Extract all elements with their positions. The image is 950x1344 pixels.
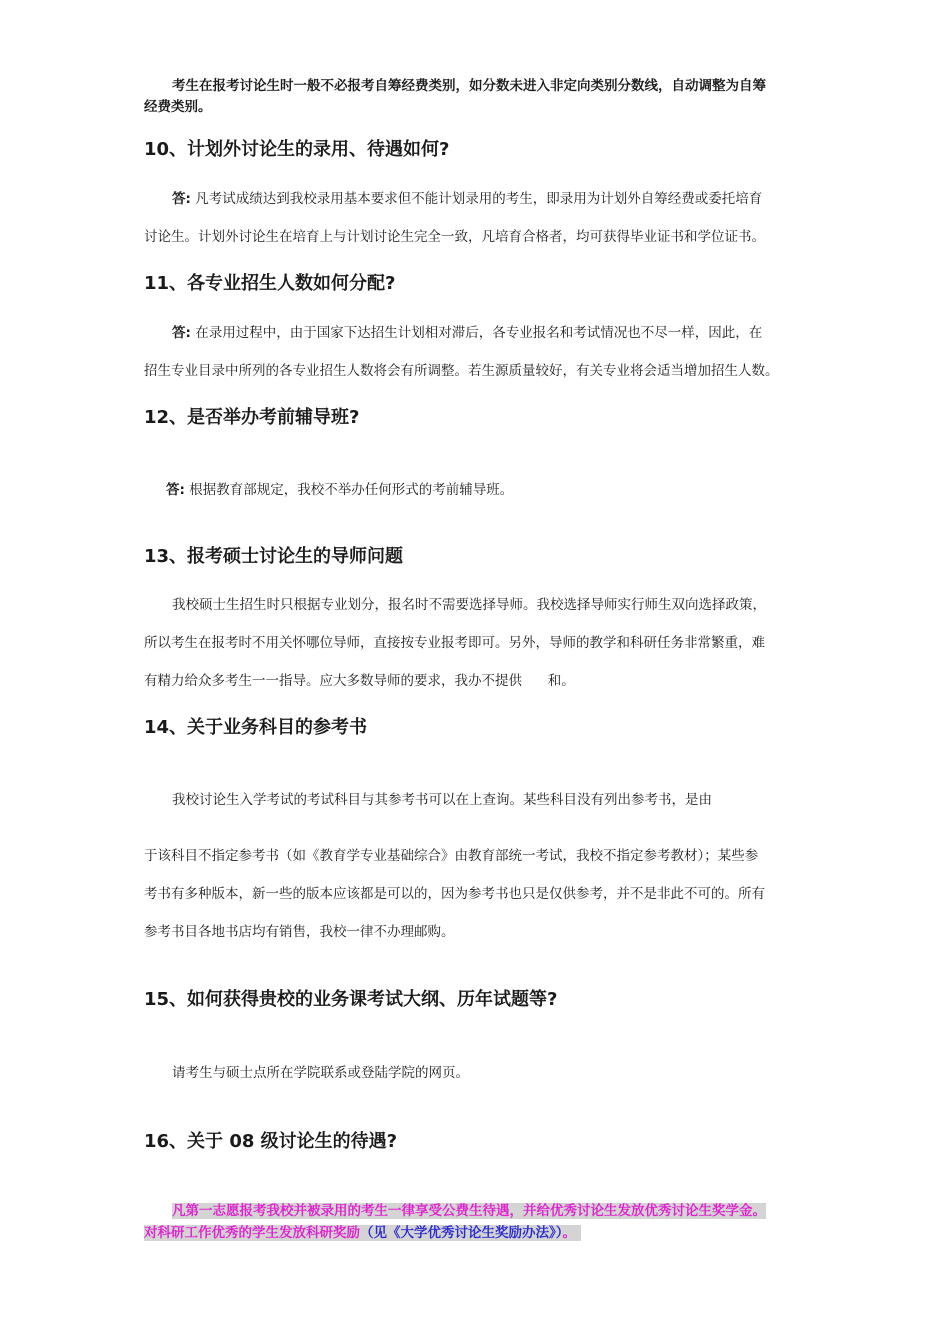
intro-paragraph [144,77,814,117]
section-15-body [144,1064,814,1083]
section-16 [144,1130,814,1154]
section-13-line-1: 我校硕士生招生时只根据专业划分，报名时不需要选择导师。我校选择导师实行师生双向选择政策， [172,597,766,613]
section-12-line-1 [144,481,814,500]
section-16-line-2 [144,1222,814,1244]
highlighted-text-1: 凡第一志愿报考我校并被录用的考生一律享受公费生待遇，并给优秀讨论生发放优秀讨论生奖学金。 [172,1203,766,1219]
section-14-body-cont [144,847,814,942]
section-10-answer [144,190,814,247]
award-regulation-reference: （见《大学优秀讨论生奖励办法》） [360,1225,563,1241]
section-13-line-3: 有精力给众多考生一一指导。应大多数导师的要求，我办不提供 和。 [144,673,575,689]
section-14-line-3: 考书有多种版本，新一些的版本应该都是可以的，因为参考书也只是仅供参考，并不是非此不可的。所有 [144,886,765,902]
section-10-line-1 [144,190,814,209]
section-11-text-1: 在录用过程中，由于国家下达招生计划相对滞后，各专业报名和考试情况也不尽一样，因此，在 [190,325,763,341]
section-11-answer [144,324,814,381]
section-10 [144,138,814,162]
section-14-title: 14、关于业务科目的参考书 [144,717,368,738]
section-13-body [144,596,814,691]
section-10-line-2: 讨论生。计划外讨论生在培育上与计划讨论生完全一致，凡培育合格者，均可获得毕业证书和学位证书。 [144,229,765,245]
section-10-text-1: 凡考试成绩达到我校录用基本要求但不能计划录用的考生，即录用为计划外自筹经费或委托培育 [190,191,763,207]
section-15-title: 15、如何获得贵校的业务课考试大纲、历年试题等? [144,989,558,1010]
answer-label: 答: [172,191,191,207]
section-11 [144,272,814,296]
section-12-text-1: 根据教育部规定，我校不举办任何形式的考前辅导班。 [184,482,514,498]
section-14 [144,716,814,740]
section-13 [144,545,814,569]
answer-label: 答: [166,482,185,498]
section-11-title: 11、各专业招生人数如何分配? [144,273,396,294]
highlighted-text-2: 对科研工作优秀的学生发放科研奖励 [144,1225,360,1241]
section-16-line-1 [144,1200,814,1222]
section-12-answer [144,481,814,500]
section-11-line-2: 招生专业目录中所列的各专业招生人数将会有所调整。若生源质量较好，有关专业将会适当增加招生人数。 [144,363,779,379]
section-10-title: 10、计划外讨论生的录用、待遇如何? [144,139,450,160]
section-14-line-4: 参考书目各地书店均有销售，我校一律不办理邮购。 [144,924,455,940]
section-13-line-2: 所以考生在报考时不用关怀哪位导师，直接按专业报考即可。另外，导师的教学和科研任务非常繁重，难 [144,635,765,651]
section-15-line-1: 请考生与硕士点所在学院联系或登陆学院的网页。 [172,1065,469,1081]
section-13-title: 13、报考硕士讨论生的导师问题 [144,546,404,567]
section-16-title: 16、关于 08 级讨论生的待遇? [144,1131,398,1152]
answer-label: 答: [172,325,191,341]
section-14-line-1: 我校讨论生入学考试的考试科目与其参考书可以在上查询。某些科目没有列出参考书，是由 [172,792,712,808]
intro-line-2: 经费类别。 [144,99,212,115]
section-16-highlight [144,1200,814,1244]
section-12-title: 12、是否举办考前辅导班? [144,407,360,428]
section-11-line-1 [144,324,814,343]
section-12 [144,406,814,430]
section-14-body [144,791,814,810]
section-15 [144,988,814,1012]
highlighted-text-end: 。 [562,1225,576,1241]
section-14-line-2: 于该科目不指定参考书（如《教育学专业基础综合》由教育部统一考试，我校不指定参考教材）；某些参 [144,848,759,864]
intro-line-1: 考生在报考讨论生时一般不必报考自筹经费类别，如分数未进入非定向类别分数线，自动调整为自筹 [172,78,766,94]
